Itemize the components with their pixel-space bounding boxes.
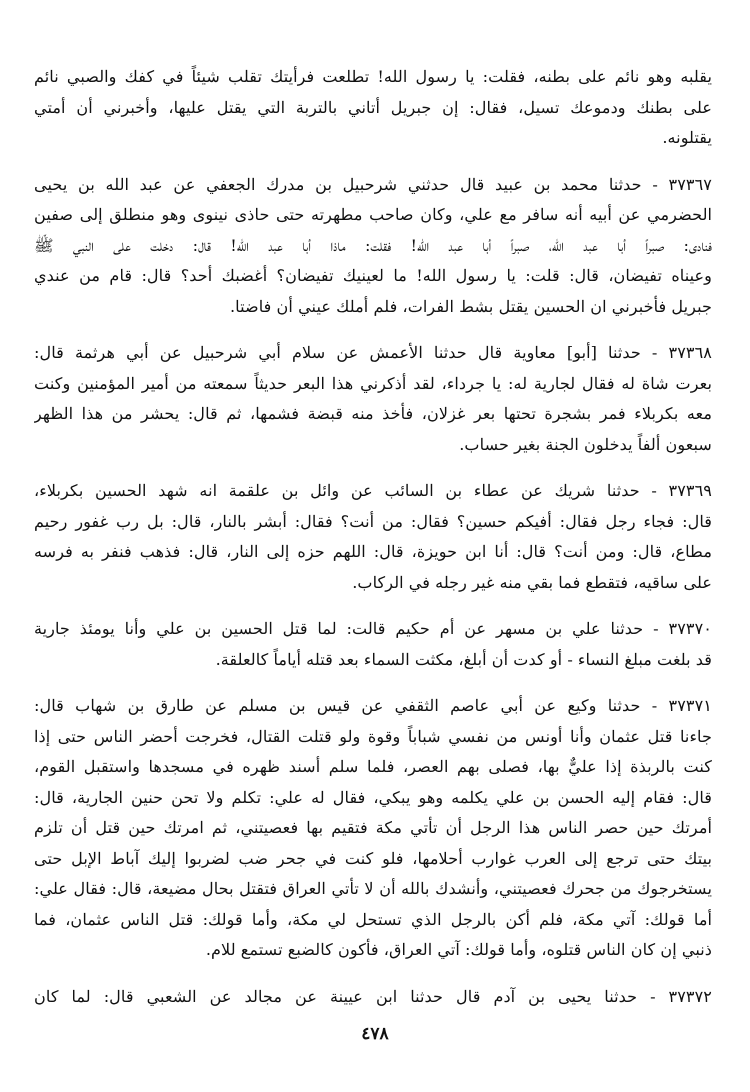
paragraph-gap xyxy=(34,966,712,982)
paragraph xyxy=(34,338,712,460)
text-line: بعرت شاة له فقال لجارية له: يا جرداء، لقد أذكرني هذا البعر حديثاً سمعته من أمير المؤمنين وكنت xyxy=(34,373,712,393)
text-line: الحضرمي عن أبيه أنه سافر مع علي، وكان صاحب مطهرته حتى حاذى نينوى وهو منطلق إلى صفين xyxy=(34,205,712,224)
text-line: كنت بالربذة إذا عليٌّ بها، فصلى بهم العصر، فلما سلم أسند ظهره في مسجدها واستقبل القوم، xyxy=(34,757,712,776)
paragraph xyxy=(34,476,712,598)
text-line: يقلبه وهو نائم على بطنه، فقلت: يا رسول الله! تطلعت فرأيتك تقلب شيئاً في كفك والصبي نائم xyxy=(34,67,712,86)
text-line: ٣٧٣٧١ - حدثنا وكيع عن أبي عاصم الثقفي عن قيس بن مسلم عن طارق بن شهاب قال: xyxy=(34,696,712,715)
text-line: فنادى: صبراً أبا عبد الله، صبراً أبا عبد الله! فقلت: ماذا أبا عبد الله! قال: دخلت على النبي ﷺ xyxy=(34,235,712,255)
text-line: على ساقيه، فتقطع فما بقي منه غير رجله في الركاب. xyxy=(352,572,712,592)
text-line: ٣٧٣٦٩ - حدثنا شريك عن عطاء بن السائب عن وائل بن علقمة انه شهد الحسين بكربلاء، xyxy=(34,481,712,500)
paragraph xyxy=(34,62,712,154)
text-line: ٣٧٣٦٨ - حدثنا [أبو] معاوية قال حدثنا الأعمش عن سلام أبي شرحبيل عن أبي هرثمة قال: xyxy=(34,343,712,362)
text-line: على بطنك ودموعك تسيل، فقال: إن جبريل أتاني بالتربة التي يقتل عليها، وأخبرني أن أمتي xyxy=(34,97,712,117)
paragraph xyxy=(34,170,712,323)
paragraph-gap xyxy=(34,154,712,170)
text-line: جاءنا قتل عثمان وأنا أونس من نفسي شباباً وقوة ولو قتلت القتال، فخرجت أحضر الناس حتى إذا xyxy=(34,726,712,746)
text-line: قال: فقام إليه الحسن بن علي يكلمه وهو يبكي، فقال له علي: تكلم ولا تحن حنين الجارية، قال: xyxy=(34,787,712,807)
paragraph xyxy=(34,982,712,1013)
paragraph-gap xyxy=(34,675,712,691)
text-line: يقتلونه. xyxy=(662,128,712,147)
paragraph xyxy=(34,614,712,675)
text-line: قد بلغت مبلغ النساء - أو كدت أن أبلغ، مكثت السماء بعد قتله أياماً كالعلقة. xyxy=(215,649,712,669)
text-line: أمرتك حين حصر الناس هذا الرجل أن تأتي مكة فتقيم بها فعصيتني، ثم امرتك حين قتل أن تلزم xyxy=(34,818,712,837)
paragraph-gap xyxy=(34,322,712,338)
text-line: ٣٧٣٧٢ - حدثنا يحيى بن آدم قال حدثنا ابن عيينة عن مجالد عن الشعبي قال: لما كان xyxy=(34,986,712,1006)
paragraph-gap xyxy=(34,598,712,614)
text-line: سبعون ألفاً يدخلون الجنة بغير حساب. xyxy=(459,434,712,454)
text-line: بيتك حتى ترجع إلى العرب غوارب أحلامها، فلو كنت في جحر ضب لضربوا إليك آباط الإبل حتى xyxy=(34,848,712,868)
text-line: ٣٧٣٧٠ - حدثنا علي بن مسهر عن أم حكيم قالت: لما قتل الحسين بن علي وأنا يومئذ جارية xyxy=(34,619,712,638)
text-line: ٣٧٣٦٧ - حدثنا محمد بن عبيد قال حدثني شرحبيل بن مدرك الجعفي عن عبد الله بن يحيى xyxy=(34,174,712,194)
text-line: معه بكربلاء فمر بشجرة تحتها بعر غزلان، فأخذ منه قبضة فشمها، ثم قال: يحشر من هذا الظهر xyxy=(34,404,712,423)
body-text xyxy=(34,62,712,1012)
page-number: ٤٧٨ xyxy=(361,1024,389,1044)
text-line: قال: فجاء رجل فقال: أفيكم حسين؟ فقال: من أنت؟ فقال: أبشر بالنار، قال: بل رب غفور رحيم xyxy=(34,511,712,531)
text-line: جبريل فأخبرني ان الحسين يقتل بشط الفرات، فلم أملك عيني أن فاضتا. xyxy=(230,296,712,316)
paragraph xyxy=(34,691,712,966)
text-line: مطاع، قال: ومن أنت؟ قال: أنا ابن حويزة، قال: اللهم حزه إلى النار، قال: فذهب فنفر به فرسه xyxy=(34,542,712,561)
text-line: أما قولك: آتي مكة، فلم أكن بالرجل الذي تستحل لي مكة، وأما قولك: قتل الناس عثمان، فما xyxy=(34,909,712,929)
paragraph-gap xyxy=(34,460,712,476)
text-line: يستخرجوك من جحرك فعصيتني، وأنشدك بالله أن لا تأتي العراق فتقتل بحال مضيعة، قال: فقال علي: xyxy=(34,879,712,898)
text-line: وعيناه تفيضان، قال: قلت: يا رسول الله! ما لعينيك تفيضان؟ أغضبك أحد؟ قال: قام من عندي xyxy=(34,266,712,285)
text-line: ذنبي إن كان الناس قتلوه، وأما قولك: آتي العراق، فأكون كالضبع تستمع للام. xyxy=(205,940,712,959)
